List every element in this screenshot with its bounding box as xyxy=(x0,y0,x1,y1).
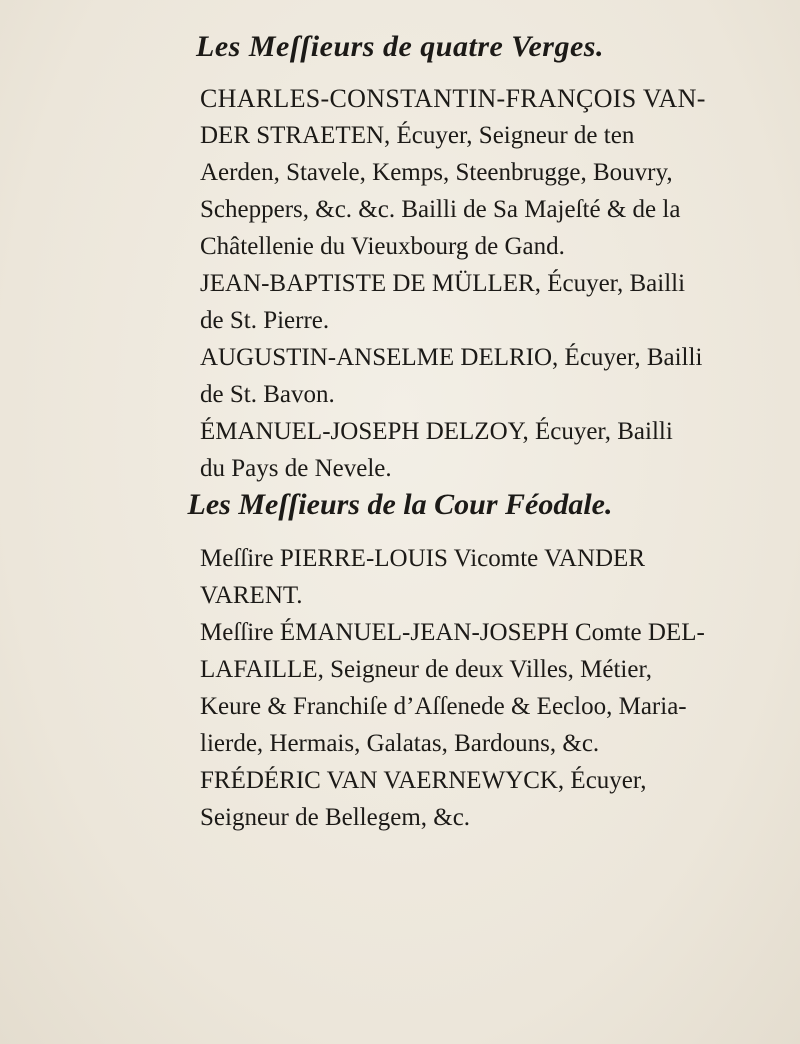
entry-line: Meſſire ÉMANUEL-JEAN-JOSEPH Comte DEL- xyxy=(200,619,705,646)
entry-vander-varent xyxy=(200,540,760,614)
entry-line: CHARLES-CONSTANTIN-FRANÇOIS VAN- xyxy=(200,84,706,113)
entry-van-der-straeten xyxy=(200,80,760,265)
entries-top xyxy=(200,80,760,487)
entry-line: de St. Pierre. xyxy=(200,307,330,334)
section-heading: Les Meſſieurs de la Cour Féodale. xyxy=(187,488,613,521)
entry-line: DER STRAETEN, Écuyer, Seigneur de ten xyxy=(200,122,635,149)
running-head: Les Meſſieurs de quatre Verges. xyxy=(196,30,604,63)
entry-line: ÉMANUEL-JOSEPH DELZOY, Écuyer, Bailli xyxy=(200,418,673,445)
entries-bottom xyxy=(200,540,760,836)
entry-line: VARENT. xyxy=(200,582,303,609)
entry-de-muller xyxy=(200,265,760,339)
entry-line: AUGUSTIN-ANSELME DELRIO, Écuyer, Bailli xyxy=(200,344,703,371)
entry-line: Seigneur de Bellegem, &c. xyxy=(200,804,471,831)
entry-line: du Pays de Nevele. xyxy=(200,455,392,482)
entry-line: Châtellenie du Vieuxbourg de Gand. xyxy=(200,233,565,260)
entry-line: Keure & Franchiſe d’Aſſenede & Eecloo, Maria- xyxy=(200,693,687,720)
entry-dellafaille xyxy=(200,614,760,762)
entry-delzoy xyxy=(200,413,760,487)
entry-line: Aerden, Stavele, Kemps, Steenbrugge, Bouvry, xyxy=(200,159,673,186)
entry-delrio xyxy=(200,339,760,413)
entry-line: lierde, Hermais, Galatas, Bardouns, &c. xyxy=(200,730,600,757)
entry-van-vaernewyck xyxy=(200,762,760,836)
entry-line: Scheppers, &c. &c. Bailli de Sa Majeſté & de la xyxy=(200,196,681,223)
entry-line: Meſſire PIERRE-LOUIS Vicomte VANDER xyxy=(200,545,646,572)
entry-line: FRÉDÉRIC VAN VAERNEWYCK, Écuyer, xyxy=(200,767,647,794)
entry-line: JEAN-BAPTISTE DE MÜLLER, Écuyer, Bailli xyxy=(200,270,686,297)
entry-line: LAFAILLE, Seigneur de deux Villes, Métier, xyxy=(200,656,653,683)
entry-line: de St. Bavon. xyxy=(200,381,335,408)
